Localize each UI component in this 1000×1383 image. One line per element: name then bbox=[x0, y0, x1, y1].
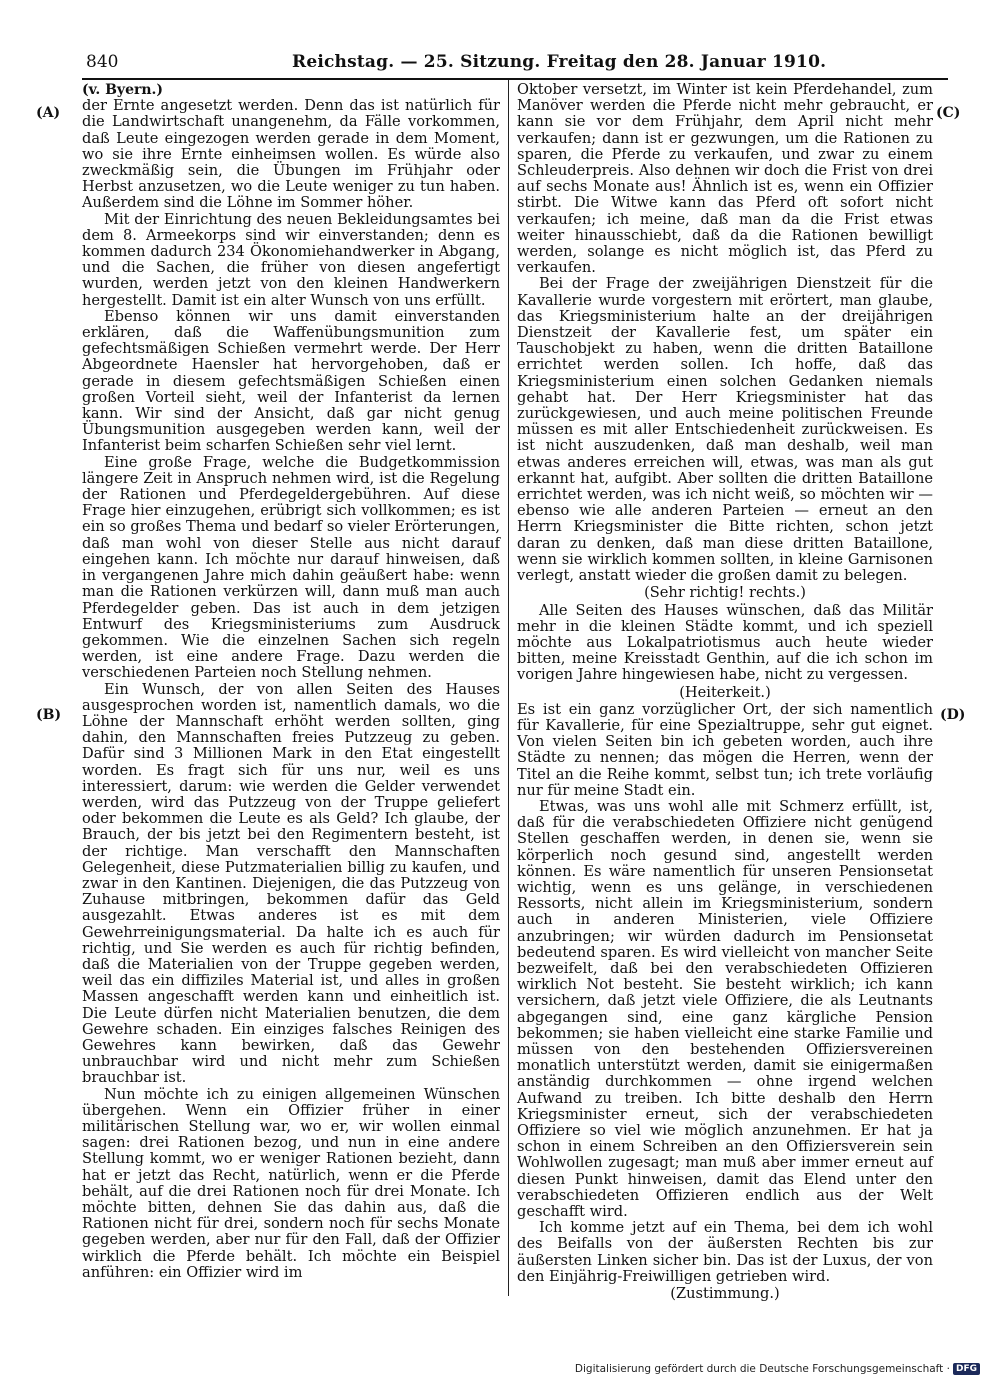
left-column bbox=[82, 82, 500, 1281]
paragraph: Oktober versetzt, im Winter ist kein Pferdehandel, zum Manöver werden die Pferde nicht mehr gebraucht, er kann sie vor dem Frühjahr, dem April nicht mehr verkaufen; dann ist er gezwungen, um die Rationen zu sparen, die Pferde zu verkaufen, und zwar zu einem Schleuderpreis. Also dehnen wir doch die Frist von drei auf sechs Monate aus! Ähnlich ist es, wenn ein Offizier stirbt. Die Witwe kann das Pferd oft sofort nicht verkaufen; ich meine, daß man da die Frist etwas weiter hinausschiebt, daß da die Rationen bewilligt werden, solange es nicht möglich ist, das Pferd zu verkaufen. bbox=[517, 81, 933, 277]
paragraph: Nun möchte ich zu einigen allgemeinen Wünschen übergehen. Wenn ein Offizier früher in einer militärischen Stellung war, wo er, wir wollen einmal sagen: drei Rationen bezog, und nun in eine andere Stellung kommt, wo er weniger Rationen bezieht, dann hat er jetzt das Recht, natürlich, wenn er die Pferde behält, auf die drei Rationen noch für drei Monate. Ich möchte bitten, dehnen Sie das dahin aus, daß die Rationen nicht für drei, sondern noch für sechs Monate gegeben werden, aber nur für den Fall, daß der Offizier wirklich die Pferde behält. Ich möchte ein Beispiel anführen: ein Offizier wird im bbox=[82, 1085, 500, 1281]
page-number: 840 bbox=[86, 52, 119, 72]
header-rule bbox=[82, 78, 948, 80]
paragraph: der Ernte angesetzt werden. Denn das ist natürlich für die Landwirtschaft unangenehm, da Fälle vorkommen, daß Leute eingezogen werden gerade in dem Moment, wo sie ihre Ernte einheimsen wollen. Es würde also zweckmäßig sein, die Übungen im Frühjahr oder Herbst anzusetzen, wo die Leute weniger zu tun haben. Außerdem sind die Löhne im Sommer höher. bbox=[82, 97, 500, 212]
paragraph: Mit der Einrichtung des neuen Bekleidungsamtes bei dem 8. Armeekorps sind wir einverstanden; denn es kommen dadurch 234 Ökonomiehandwerker in Abgang, und die Sachen, die früher von diesen angefertigt wurden, werden jetzt von den kleinen Handwerkern hergestellt. Damit ist ein alter Wunsch von uns erfüllt. bbox=[82, 210, 500, 309]
paragraph: Alle Seiten des Hauses wünschen, daß das Militär mehr in die kleinen Städte kommt, und ich speziell möchte aus Lokalpatriotismus auch heute wieder bitten, meine Kreisstadt Genthin, auf die ich schon im vorigen Jahre hingewiesen habe, nicht zu vergessen. bbox=[517, 601, 933, 684]
interjection: (Heiterkeit.) bbox=[679, 683, 771, 701]
interjection: (Zustimmung.) bbox=[670, 1285, 780, 1303]
footer-text: Digitalisierung gefördert durch die Deutsche Forschungsgemeinschaft · bbox=[574, 1363, 950, 1375]
column-divider bbox=[508, 80, 509, 1296]
margin-mark-c: (C) bbox=[936, 105, 961, 121]
paragraph: Ich komme jetzt auf ein Thema, bei dem ich wohl des Beifalls von der äußersten Rechten bis zur äußersten Linken sicher bin. Das ist der Luxus, der von den Einjährig-Freiwilligen getrieben wird. bbox=[517, 1219, 933, 1285]
footer-credit bbox=[575, 1363, 980, 1375]
paragraph: Ein Wunsch, der von allen Seiten des Hauses ausgesprochen worden ist, namentlich damals, wo die Löhne der Mannschaft erhöht werden sollten, ging dahin, den Mannschaften freies Putzzeug zu geben. Dafür sind 3 Millionen Mark in den Etat eingestellt worden. Es fragt sich für uns nur, weil es uns interessiert, darum: wie werden die Gelder verwendet werden, wird das Putzzeug von der Truppe geliefert oder bekommen die Leute es als Geld? Ich glaube, der Brauch, der bis jetzt bei den Regimentern besteht, ist der richtige. Man verschafft den Mannschaften Gelegenheit, diese Putzmaterialien billig zu kaufen, und zwar in den Kantinen. Diejenigen, die das Putzzeug von Zuhause mitbringen, bekommen dafür das Geld ausgezahlt. Etwas anderes ist es mit dem Gewehrreinigungsmaterial. Da halte ich es auch für richtig, und Sie werden es auch für richtig befinden, daß die Materialien von der Truppe gegeben werden, weil das ein diffiziles Material ist, und alles in großen Massen angeschafft werden kann und einheitlich ist. Die Leute dürfen nicht Materialien benutzen, die dem Gewehre schaden. Ein einziges falsches Reinigen des Gewehres kann bewirken, daß das Gewehr unbrauchbar wird und nicht mehr zum Schießen brauchbar ist. bbox=[82, 680, 500, 1087]
paragraph: Ebenso können wir uns damit einverstanden erklären, daß die Waffenübungsmunition zum gefechtsmäßigen Schießen vermehrt werde. Der Herr Abgeordnete Haensler hat hervorgehoben, daß er gerade in diesem gefechtsmäßigen Schießen einen großen Vorteil sieht, weil der Infanterist da lernen kann. Wir sind der Ansicht, daß gar nicht genug Übungsmunition ausgegeben werden kann, weil der Infanterist beim scharfen Schießen sehr viel lernt. bbox=[82, 307, 500, 455]
margin-mark-a: (A) bbox=[36, 105, 61, 121]
margin-mark-b: (B) bbox=[36, 707, 62, 723]
interjection: (Sehr richtig! rechts.) bbox=[644, 584, 806, 602]
margin-mark-d: (D) bbox=[940, 707, 966, 723]
paragraph: Eine große Frage, welche die Budgetkommission längere Zeit in Anspruch nehmen wird, ist die Regelung der Rationen und Pferdegeldergebühren. Auf diese Frage hier einzugehen, erübrigt sich vollkommen; es ist ein so großes Thema und bedarf so vieler Erörterungen, daß man wohl von dieser Stelle aus nicht darauf eingehen kann. Ich möchte nur darauf hinweisen, daß in vergangenen Jahre mich dahin geäußert habe: wenn man die Rationen verkürzen will, dann muß man auch Pferdegelder geben. Das ist auch in dem jetzigen Entwurf des Kriegsministeriums zum Ausdruck gekommen. Wie die einzelnen Sachen sich regeln werden, ist eine andere Frage. Dazu werden die verschiedenen Parteien noch Stellung nehmen. bbox=[82, 453, 500, 682]
speaker-label: (v. Byern.) bbox=[82, 82, 164, 98]
paragraph: Bei der Frage der zweijährigen Dienstzeit für die Kavallerie wurde vorgestern mit erörtert, man glaube, das Kriegsministerium halte an der dreijährigen Dienstzeit der Kavallerie fest, um später ein Tauschobjekt zu haben, wenn die dritten Bataillone errichtet werden sollen. Ich hoffe, daß das Kriegsministerium einen solchen Gedanken niemals gehabt hat. Der Herr Kriegsminister hat das zurückgewiesen, und auch meine politischen Freunde müssen es mit aller Entschiedenheit zurückweisen. Es ist nicht auszudenken, daß man deshalb, weil man etwas anderes erreichen will, etwas, was man als gut erkannt hat, aufgibt. Aber sollten die dritten Bataillone errichtet werden, was ich nicht weiß, so möchten wir — ebenso wie alle anderen Parteien — erneut an den Herrn Kriegsminister die Bitte richten, schon jetzt daran zu denken, daß man diese dritten Bataillone, wenn sie wirklich kommen sollten, in kleine Garnisonen verlegt, anstatt wieder die großen damit zu belegen. bbox=[517, 275, 933, 585]
running-title: Reichstag. — 25. Sitzung. Freitag den 28. Januar 1910. bbox=[292, 52, 827, 72]
right-column bbox=[517, 82, 933, 1303]
dfg-logo-icon: DFG bbox=[953, 1363, 980, 1375]
paragraph: Etwas, was uns wohl alle mit Schmerz erfüllt, ist, daß für die verabschiedeten Offiziere nicht genügend Stellen geschaffen werden, in denen sie, wenn sie körperlich noch gesund sind, angestellt werden können. Es wäre namentlich für unseren Pensionsetat wichtig, wenn es uns gelänge, in verschiedenen Ressorts, nicht allein im Kriegsministerium, sondern auch in anderen Ministerien, viele Offiziere anzubringen; wir würden dadurch im Pensionsetat bedeutend sparen. Es wird vielleicht von mancher Seite bezweifelt, daß bei den verabschiedeten Offizieren wirklich Not besteht. Sie besteht wirklich; ich kann versichern, daß jetzt viele Offiziere, die als Leutnants abgegangen sind, eine ganz kärgliche Pension bekommen; sie haben vielleicht eine starke Familie und müssen von den bestehenden Offiziersvereinen monatlich unterstützt werden, damit sie einigermaßen anständig durchkommen — ohne irgend welchen Aufwand zu treiben. Ich bitte deshalb den Herrn Kriegsminister erneut, sich der verabschiedeten Offiziere so viel wie möglich anzunehmen. Er hat ja schon in einem Schreiben an den Offiziersverein sein Wohlwollen zugesagt; man muß aber immer erneut auf diesen Punkt hinweisen, damit das Elend unter den verabschiedeten Offizieren endlich aus der Welt geschafft wird. bbox=[517, 797, 933, 1221]
page-header bbox=[60, 52, 960, 76]
paragraph: Es ist ein ganz vorzüglicher Ort, der sich namentlich für Kavallerie, für eine Spezialtruppe, sehr gut eignet. Von vielen Seiten bin ich gebeten worden, auch ihre Städte zu nennen; das mögen die Herren, wenn der Titel an die Reihe kommt, selbst tun; ich trete vorläufig nur für meine Stadt ein. bbox=[517, 700, 933, 799]
